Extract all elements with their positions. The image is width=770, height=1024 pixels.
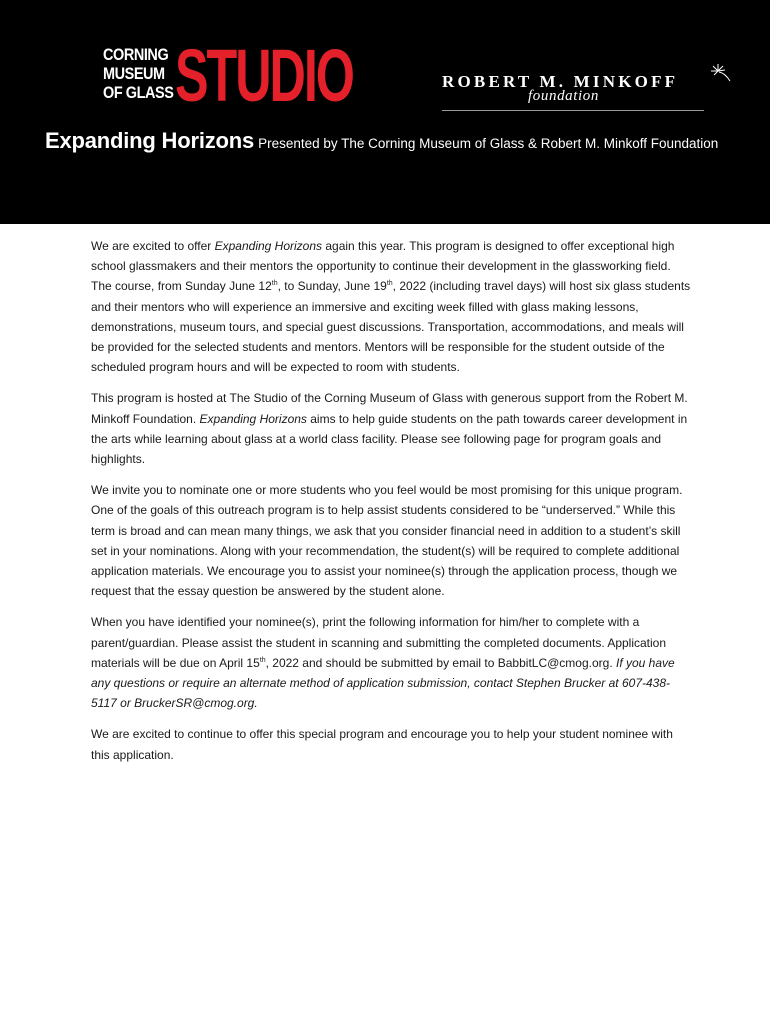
program-subtitle: Presented by The Corning Museum of Glass & Robert M. Minkoff Foundation [258, 136, 719, 151]
contact-info-italic: If you have any questions or require an alternate method of application submission, contact Stephen Brucker at 607-438-5117 or BruckerSR@cmog.org. [91, 655, 675, 711]
cmog-wordmark [103, 45, 173, 102]
text: aims to help guide students on the path towards career development in the arts while learning about glass at a world class facility. Please see following page for program goals and highlights. [91, 411, 688, 467]
ordinal-suffix: th [259, 656, 266, 664]
paragraph-closing: We are excited to continue to offer this special program and encourage you to help your student nominee with this application. [91, 727, 673, 762]
text: , 2022 and should be submitted by email to BabbitLC@cmog.org. [265, 655, 616, 670]
program-name-italic: Expanding Horizons [199, 411, 307, 426]
text: When you have identified your nominee(s), print the following information for him/her to complete with a parent/guardian. Please assist the student in scanning and submitting the completed documents. Application materials will be due on April 15 [91, 615, 667, 670]
paragraph-intro [91, 236, 691, 377]
logo-studio-word: STUDIO [175, 34, 353, 117]
program-title: Expanding Horizons [45, 128, 255, 153]
program-title-line [45, 128, 718, 154]
text: again this year. This program is designed to offer exceptional high school glassmakers and their mentors the opportunity to continue their development in the glassworking field. The course, from Sunday June 12 [91, 239, 675, 294]
logo-line-corning: CORNING [103, 45, 169, 64]
minkoff-name: ROBERT M. MINKOFF [442, 72, 679, 91]
ordinal-suffix: th [386, 280, 393, 288]
text: , to Sunday, June 19 [277, 279, 387, 294]
paragraph-hosting [91, 388, 691, 469]
minkoff-tagline: foundation [528, 88, 600, 104]
text: We are excited to offer [91, 239, 215, 253]
paragraph-submission [91, 612, 691, 713]
text: , 2022 (including travel days) will host six glass students and their mentors who will experience an immersive and exciting week filled with glass making lessons, demonstrations, museum tours, and special guest discussions. Transportation, accommodations, and meals will be provided for the selected students and mentors. Mentors will be responsible for the student outside of the scheduled program hours and will be expected to room with students. [91, 279, 691, 375]
logo-line-of-glass: OF GLASS [103, 83, 174, 102]
logo-line-museum: MUSEUM [103, 64, 165, 83]
dandelion-icon [710, 63, 734, 87]
letter-body [91, 236, 691, 776]
program-name-italic: Expanding Horizons [214, 239, 323, 253]
ordinal-suffix: th [271, 280, 278, 288]
paragraph-nomination: We invite you to nominate one or more students who you feel would be most promising for this unique program. One of the goals of this outreach program is to help assist students considered to be “underserved.” While this term is broad and can mean many things, we ask that you consider financial need in addition to a student’s skill set in your nominations. Along with your recommendation, the student(s) will be required to complete additional application materials. We encourage you to assist your nominee(s) through the application process, though we request that the essay question be answered by the student alone. [91, 483, 683, 599]
robert-m-minkoff-foundation-logo [442, 68, 732, 114]
corning-museum-of-glass-studio-logo [103, 34, 353, 117]
minkoff-underline [442, 110, 704, 111]
page-header [0, 0, 770, 224]
text: This program is hosted at The Studio of the Corning Museum of Glass with generous support from the Robert M. Minkoff Foundation. [91, 391, 688, 426]
